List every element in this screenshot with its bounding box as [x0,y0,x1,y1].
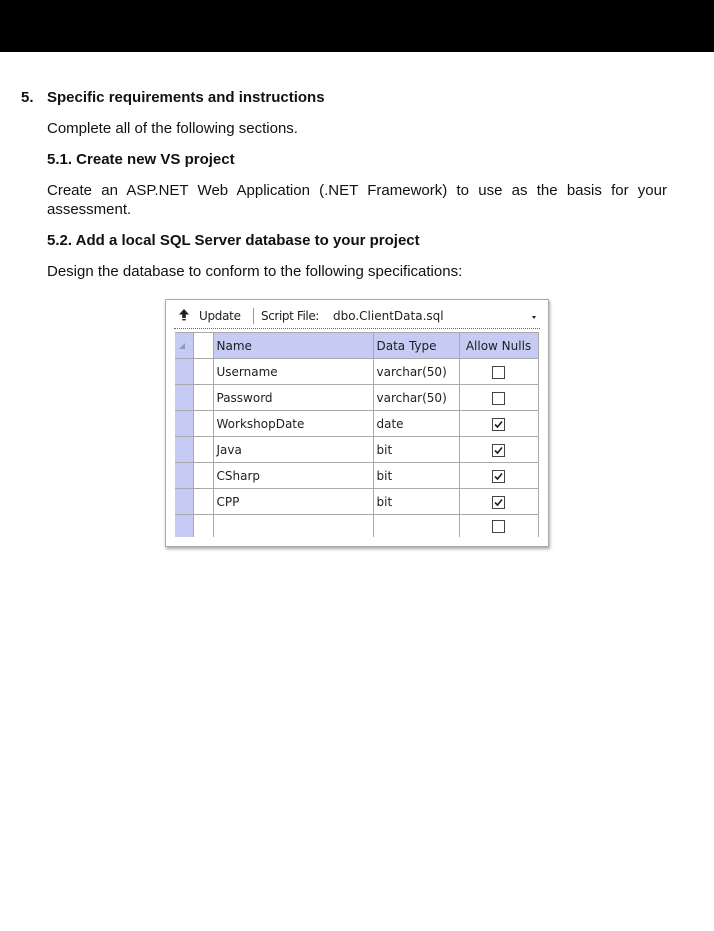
intro-paragraph: Complete all of the following sections. [47,120,298,137]
data-type-cell[interactable]: bit [373,437,459,463]
section-number: 5. [21,89,34,106]
row-selector[interactable] [175,359,193,385]
designer-toolbar [166,300,548,330]
row-selector[interactable] [175,437,193,463]
row-selector[interactable] [175,515,193,537]
table-row[interactable] [175,359,538,385]
grid-header-row [175,333,538,359]
table-row[interactable] [175,463,538,489]
row-gap [193,463,213,489]
column-name-cell[interactable] [213,515,373,537]
row-gap [193,359,213,385]
row-selector[interactable] [175,463,193,489]
section-title: Specific requirements and instructions [47,89,325,106]
update-arrow-icon [177,308,191,322]
allow-nulls-cell [459,411,538,437]
checkmark-icon [493,419,504,430]
corner-triangle-icon [178,342,186,350]
checkmark-icon [493,497,504,508]
column-name-cell[interactable]: CSharp [213,463,373,489]
allow-nulls-cell [459,515,538,537]
column-name-cell[interactable]: CPP [213,489,373,515]
column-name-cell[interactable]: Java [213,437,373,463]
data-type-cell[interactable]: date [373,411,459,437]
row-gap [193,515,213,537]
checkbox-unchecked[interactable] [492,366,505,379]
subsection-heading-5-1: 5.1. Create new VS project [47,151,235,168]
column-name-cell[interactable]: WorkshopDate [213,411,373,437]
top-black-bar [0,0,714,52]
toolbar-separator [253,308,254,324]
row-gap [193,411,213,437]
checkbox-checked[interactable] [492,444,505,457]
checkbox-unchecked[interactable] [492,392,505,405]
table-designer-screenshot [165,299,549,547]
table-row[interactable] [175,411,538,437]
row-gap [193,489,213,515]
allow-nulls-cell [459,359,538,385]
checkbox-unchecked[interactable] [492,520,505,533]
subsection-text-5-2: Design the database to conform to the following specifications: [47,263,463,280]
checkbox-checked[interactable] [492,470,505,483]
toolbar-dotted-divider [174,328,540,329]
column-header-allow-nulls[interactable]: Allow Nulls [459,333,538,359]
row-gap [193,437,213,463]
table-row[interactable] [175,489,538,515]
checkmark-icon [493,471,504,482]
table-row[interactable] [175,385,538,411]
header-gap [193,333,213,359]
data-type-cell[interactable]: bit [373,463,459,489]
row-selector-header [175,333,193,359]
data-type-cell[interactable]: bit [373,489,459,515]
checkbox-checked[interactable] [492,418,505,431]
allow-nulls-cell [459,385,538,411]
table-row[interactable] [175,515,538,537]
script-file-label: Script File: [261,309,319,323]
column-name-cell[interactable]: Password [213,385,373,411]
allow-nulls-cell [459,463,538,489]
checkmark-icon [493,445,504,456]
allow-nulls-cell [459,437,538,463]
grid-body [175,359,538,537]
column-header-name[interactable]: Name [213,333,373,359]
row-selector[interactable] [175,411,193,437]
row-selector[interactable] [175,489,193,515]
update-button[interactable]: Update [199,309,241,323]
column-name-cell[interactable]: Username [213,359,373,385]
checkbox-checked[interactable] [492,496,505,509]
data-type-cell[interactable] [373,515,459,537]
subsection-heading-5-2: 5.2. Add a local SQL Server database to your project [47,232,420,249]
row-gap [193,385,213,411]
allow-nulls-cell [459,489,538,515]
subsection-text-5-1: Create an ASP.NET Web Application (.NET Framework) to use as the basis for your assessment. [47,182,667,218]
chevron-down-icon[interactable] [532,316,536,319]
script-file-select[interactable]: dbo.ClientData.sql [333,309,444,323]
row-selector[interactable] [175,385,193,411]
columns-grid [175,332,539,537]
column-header-data-type[interactable]: Data Type [373,333,459,359]
data-type-cell[interactable]: varchar(50) [373,385,459,411]
table-row[interactable] [175,437,538,463]
data-type-cell[interactable]: varchar(50) [373,359,459,385]
